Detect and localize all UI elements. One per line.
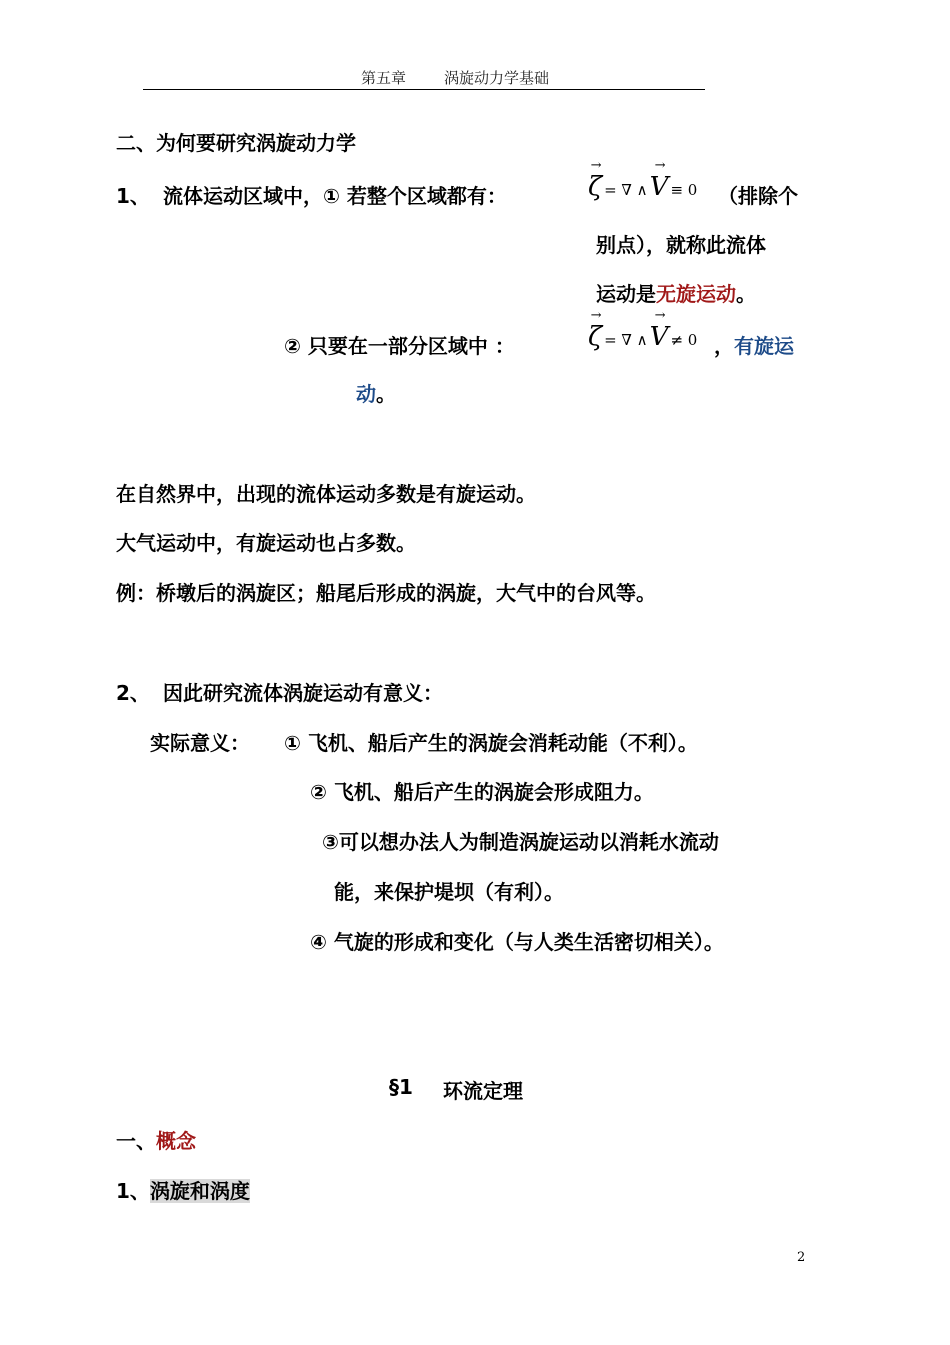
significance-point-3-cont: 能，来保护堤坝（有利）。 xyxy=(334,880,564,904)
paragraph-nature: 在自然界中，出现的流体运动多数是有旋运动。 xyxy=(116,482,536,506)
section-mark: §1 xyxy=(389,1075,413,1099)
item1-number: 1、 xyxy=(116,184,150,208)
vector-arrow-icon: → xyxy=(654,308,666,323)
paragraph-examples: 例：桥墩后的涡旋区；船尾后形成的涡旋，大气中的台风等。 xyxy=(116,581,656,605)
item1-cont2: 别点），就称此流体 xyxy=(596,233,766,257)
v-vector: → V xyxy=(649,308,669,352)
significance-point-2: ② 飞机、船后产生的涡旋会形成阻力。 xyxy=(310,780,654,804)
header-chapter: 第五章 xyxy=(361,69,407,87)
vector-arrow-icon: → xyxy=(590,308,602,323)
section-heading: 二、为何要研究涡旋动力学 xyxy=(116,131,356,155)
vector-arrow-icon: → xyxy=(590,158,602,173)
header-rule xyxy=(143,89,705,90)
significance-point-1: ① 飞机、船后产生的涡旋会消耗动能（不利）。 xyxy=(284,731,698,755)
vector-arrow-icon: → xyxy=(654,158,666,173)
item2-number: 2、 xyxy=(116,681,150,705)
significance-point-3: ③可以想办法人为制造涡旋运动以消耗水流动 xyxy=(322,830,719,854)
significance-label: 实际意义： xyxy=(150,731,250,755)
paragraph-atmosphere: 大气运动中，有旋运动也占多数。 xyxy=(116,531,416,555)
item1-lead: 流体运动区域中，① 若整个区域都有： xyxy=(163,184,507,208)
item1-part2-tail: ，有旋运 xyxy=(714,334,794,358)
page-number: 2 xyxy=(797,1250,806,1265)
item1-part2-lead: ② 只要在一部分区域中 ： xyxy=(284,334,515,358)
equation-irrotational: → ζ = ∇ ∧ → V ≡ 0 xyxy=(588,158,698,202)
item1-cont3: 运动是无旋运动。 xyxy=(596,282,756,306)
concept-label: 概念 xyxy=(156,1129,196,1153)
equation-rotational: → ζ = ∇ ∧ → V ≠ 0 xyxy=(588,308,698,352)
item1-cont1: （排除个 xyxy=(718,184,798,208)
significance-point-4: ④ 气旋的形成和变化（与人类生活密切相关）。 xyxy=(310,930,724,954)
irrotational-term: 无旋运动 xyxy=(656,282,736,306)
item2-text: 因此研究流体涡旋运动有意义： xyxy=(163,681,443,705)
rotational-term: 有旋运 xyxy=(734,334,794,358)
section-title: 环流定理 xyxy=(443,1079,523,1103)
item1-part2-end: 动。 xyxy=(356,382,396,406)
v-vector: → V xyxy=(649,158,669,202)
header-title: 涡旋动力学基础 xyxy=(444,69,550,87)
concept-heading: 一、概念 xyxy=(116,1129,196,1153)
zeta-vector: → ζ xyxy=(588,308,603,352)
subheading-vortex: 1、涡旋和涡度 xyxy=(116,1179,250,1203)
zeta-vector: → ζ xyxy=(588,158,603,202)
highlighted-term: 涡旋和涡度 xyxy=(149,1179,250,1203)
